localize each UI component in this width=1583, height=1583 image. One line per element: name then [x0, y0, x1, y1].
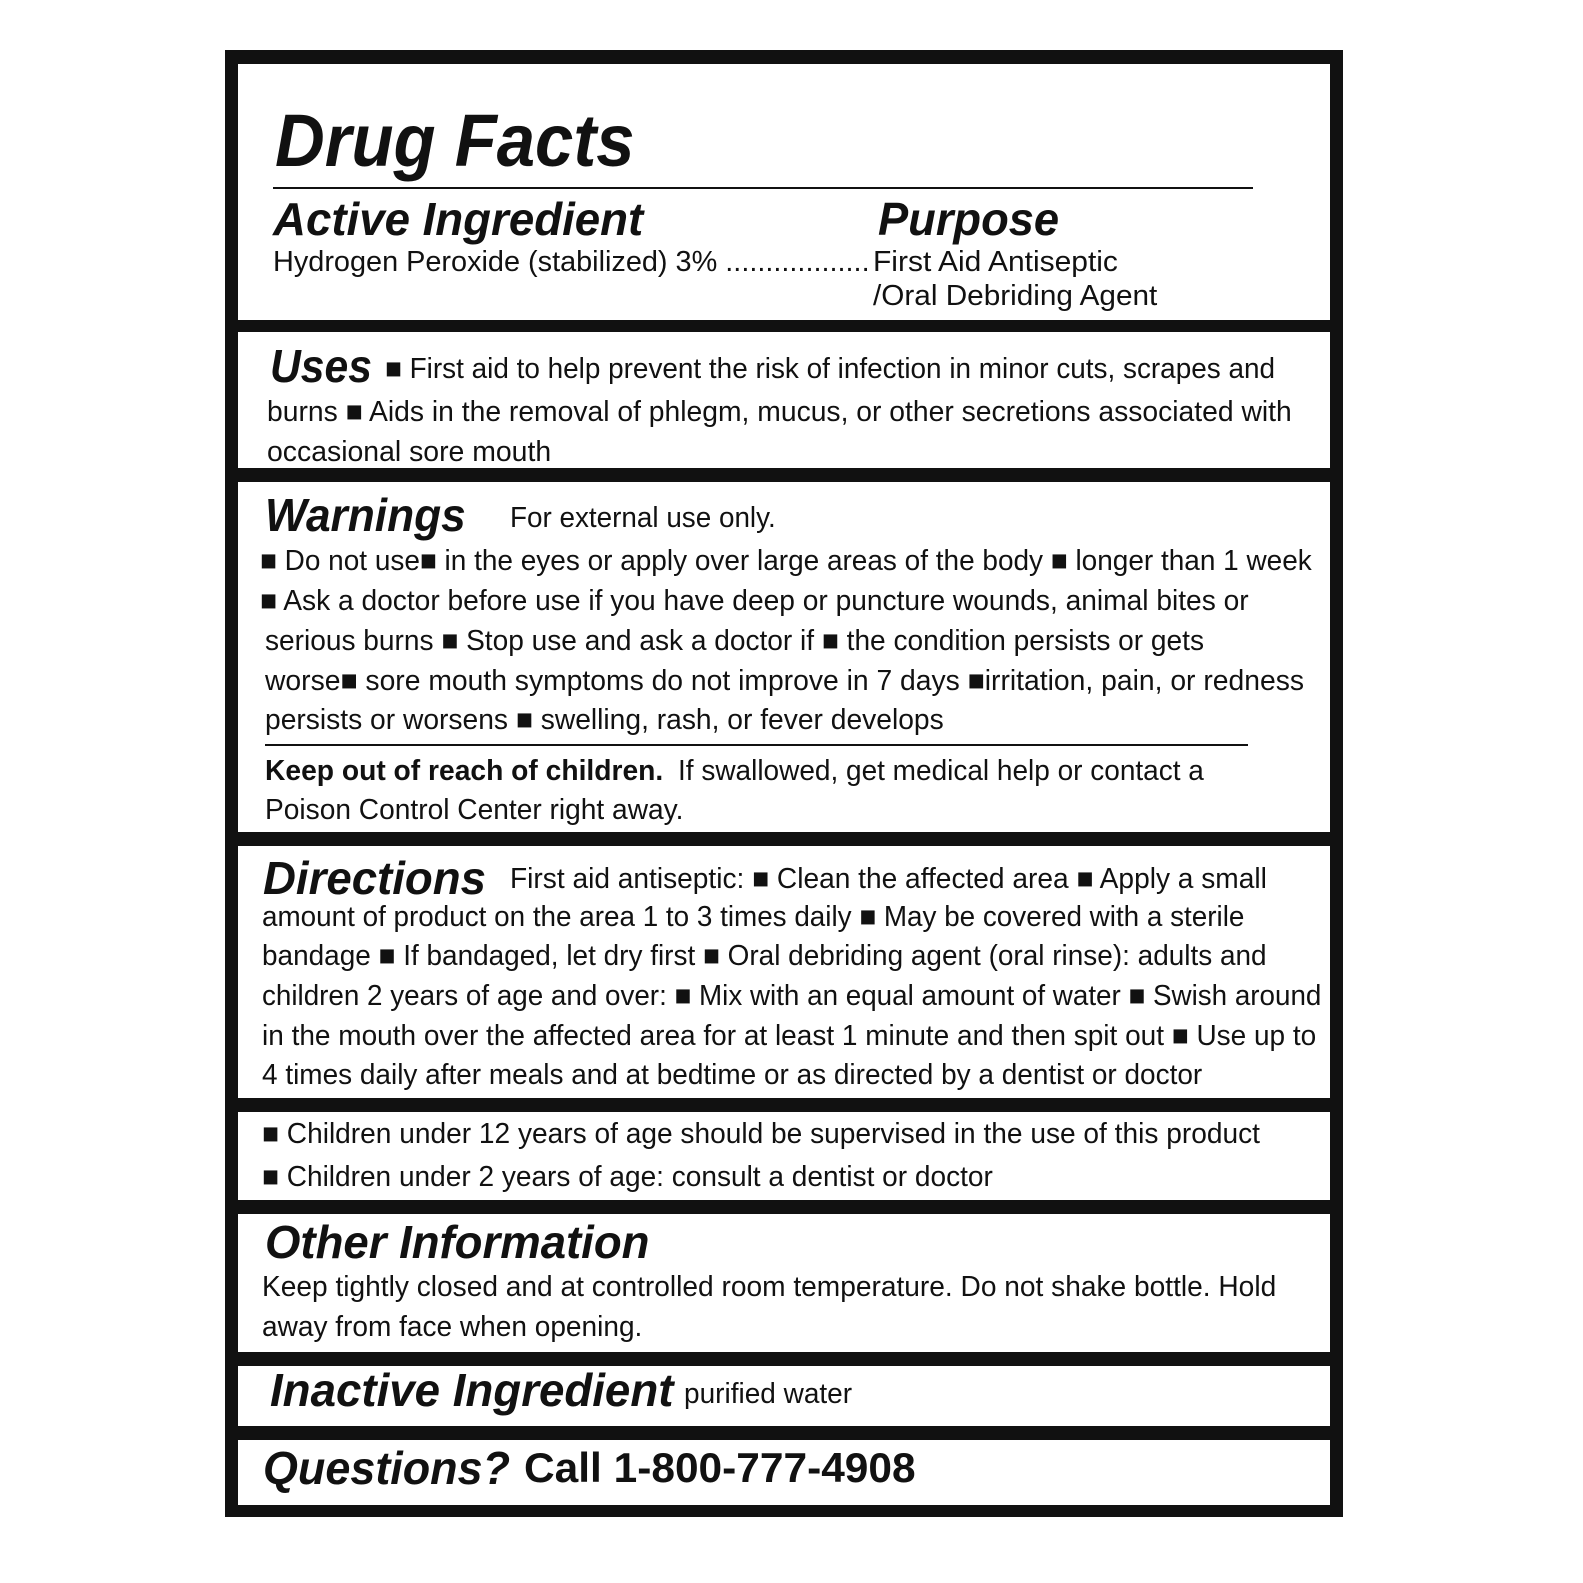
active-ingredient-heading: Active Ingredient — [273, 193, 644, 245]
divider — [273, 187, 1253, 189]
directions-line: First aid antiseptic: ■ Clean the affected area ■ Apply a small — [510, 863, 1267, 895]
keep-out-bold: Keep out of reach of children. — [265, 755, 664, 787]
inactive-ingredient-value: purified water — [684, 1378, 853, 1410]
warnings-heading: Warnings — [265, 489, 466, 541]
children-line: ■ Children under 2 years of age: consult a dentist or doctor — [262, 1161, 993, 1193]
warnings-line: persists or worsens ■ swelling, rash, or fever develops — [265, 704, 944, 736]
directions-line: 4 times daily after meals and at bedtime or as directed by a dentist or doctor — [262, 1059, 1203, 1091]
directions-line: children 2 years of age and over: ■ Mix with an equal amount of water ■ Swish around — [262, 980, 1322, 1012]
uses-heading: Uses — [270, 340, 372, 392]
directions-heading: Directions — [263, 852, 486, 904]
warnings-line: serious burns ■ Stop use and ask a doctor if ■ the condition persists or gets — [265, 625, 1204, 657]
directions-line: amount of product on the area 1 to 3 times daily ■ May be covered with a sterile — [262, 901, 1245, 933]
warnings-line: ■ Do not use■ in the eyes or apply over large areas of the body ■ longer than 1 week — [260, 545, 1312, 577]
warnings-line: worse■ sore mouth symptoms do not improve in 7 days ■irritation, pain, or redness — [265, 665, 1304, 697]
uses-line: burns ■ Aids in the removal of phlegm, mucus, or other secretions associated with — [267, 396, 1292, 428]
uses-line: ■ First aid to help prevent the risk of infection in minor cuts, scrapes and — [385, 353, 1275, 385]
questions-heading: Questions? — [263, 1442, 511, 1494]
other-line: Keep tightly closed and at controlled room temperature. Do not shake bottle. Hold — [262, 1271, 1277, 1303]
divider — [265, 744, 1248, 746]
page-title: Drug Facts — [275, 99, 635, 182]
other-information-heading: Other Information — [265, 1216, 650, 1268]
phone-number: Call 1-800-777-4908 — [524, 1444, 916, 1491]
children-line: ■ Children under 12 years of age should be supervised in the use of this product — [262, 1118, 1260, 1150]
keep-out-text-2: Poison Control Center right away. — [265, 794, 684, 826]
purpose-heading: Purpose — [878, 193, 1060, 245]
directions-line: bandage ■ If bandaged, let dry first ■ Oral debriding agent (oral rinse): adults and — [262, 940, 1267, 972]
warnings-line: ■ Ask a doctor before use if you have deep or puncture wounds, animal bites or — [260, 585, 1249, 617]
purpose-text-2: /Oral Debriding Agent — [873, 280, 1158, 312]
inactive-ingredient-heading: Inactive Ingredient — [270, 1364, 674, 1416]
other-line: away from face when opening. — [262, 1311, 643, 1343]
keep-out-text: If swallowed, get medical help or contact a — [678, 755, 1204, 787]
purpose-text: First Aid Antiseptic — [873, 246, 1118, 278]
ingredient-text: Hydrogen Peroxide (stabilized) 3% .................. — [273, 246, 870, 278]
warnings-intro: For external use only. — [510, 502, 776, 534]
directions-line: in the mouth over the affected area for at least 1 minute and then spit out ■ Use up to — [262, 1020, 1317, 1052]
uses-line: occasional sore mouth — [267, 436, 552, 468]
